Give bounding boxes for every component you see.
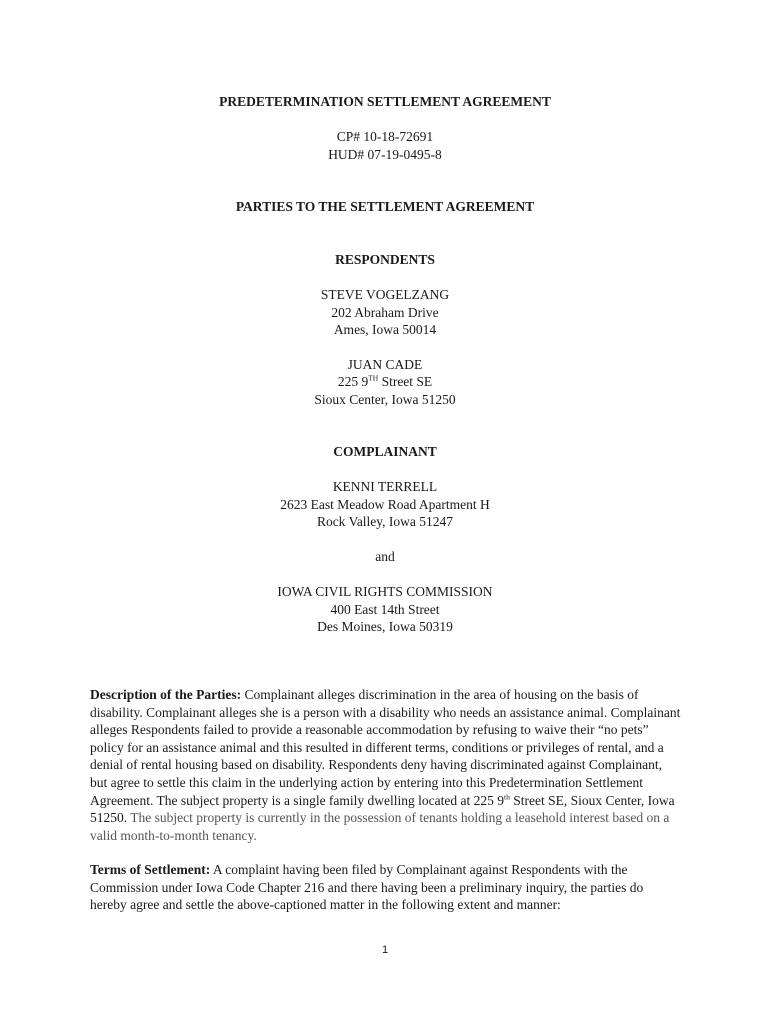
- commission-city: Des Moines, Iowa 50319: [317, 619, 453, 634]
- respondent-1-address: 202 Abraham Drive: [331, 305, 439, 320]
- complainant-address: 2623 East Meadow Road Apartment H: [280, 497, 490, 512]
- terms-label: Terms of Settlement:: [90, 862, 211, 877]
- complainant-heading: COMPLAINANT: [333, 444, 437, 459]
- terms-paragraph: Terms of Settlement: A complaint having been filed by Complainant against Respondents with the Commission under Iowa Code Chapter 216 and there having been a preliminary inquiry, the parties do hereby agree and settle the above-captioned matter in the following extent and manner:: [90, 862, 644, 913]
- respondent-2-address: 225 9TH Street SE: [337, 373, 433, 389]
- hud-number: HUD# 07-19-0495-8: [328, 147, 442, 162]
- respondent-1-city: Ames, Iowa 50014: [333, 322, 437, 337]
- document-title: PREDETERMINATION SETTLEMENT AGREEMENT: [219, 94, 551, 109]
- respondent-2-name: JUAN CADE: [347, 357, 423, 372]
- respondents-heading: RESPONDENTS: [335, 252, 435, 267]
- complainant-city: Rock Valley, Iowa 51247: [316, 514, 454, 529]
- respondent-2-city: Sioux Center, Iowa 51250: [314, 392, 456, 407]
- commission-address: 400 East 14th Street: [330, 602, 440, 617]
- description-paragraph: Description of the Parties: Complainant alleges discrimination in the area of housing on the basis of disability. Complainant alleges she is a person with a disability who needs an assistance animal. Complainant alleges Respondents failed to provide a reasonable accommodation by refusing to waive their “no pets” policy for an assistance animal and this resulted in different terms, conditions or privileges of rental, and a denial of rental housing based on disability. Respondents deny having discriminated against Complainant, but agree to settle this claim in the underlying action by entering into this Predetermination Settlement Agreement. The subject property is a single family dwelling located at 225 9th Street SE, Sioux Center, Iowa 51250. The subject property is currently in the possession of tenants holding a leasehold interest based on a valid month-to-month tenancy.: [90, 687, 681, 843]
- description-label: Description of the Parties:: [90, 687, 242, 702]
- complainant-name: KENNI TERRELL: [332, 479, 438, 494]
- commission-name: IOWA CIVIL RIGHTS COMMISSION: [277, 584, 493, 599]
- respondent-1-name: STEVE VOGELZANG: [320, 287, 450, 302]
- page-number: 1: [381, 944, 389, 956]
- conjunction-and: and: [375, 549, 395, 564]
- cp-number: CP# 10-18-72691: [336, 129, 434, 144]
- parties-heading: PARTIES TO THE SETTLEMENT AGREEMENT: [235, 199, 535, 214]
